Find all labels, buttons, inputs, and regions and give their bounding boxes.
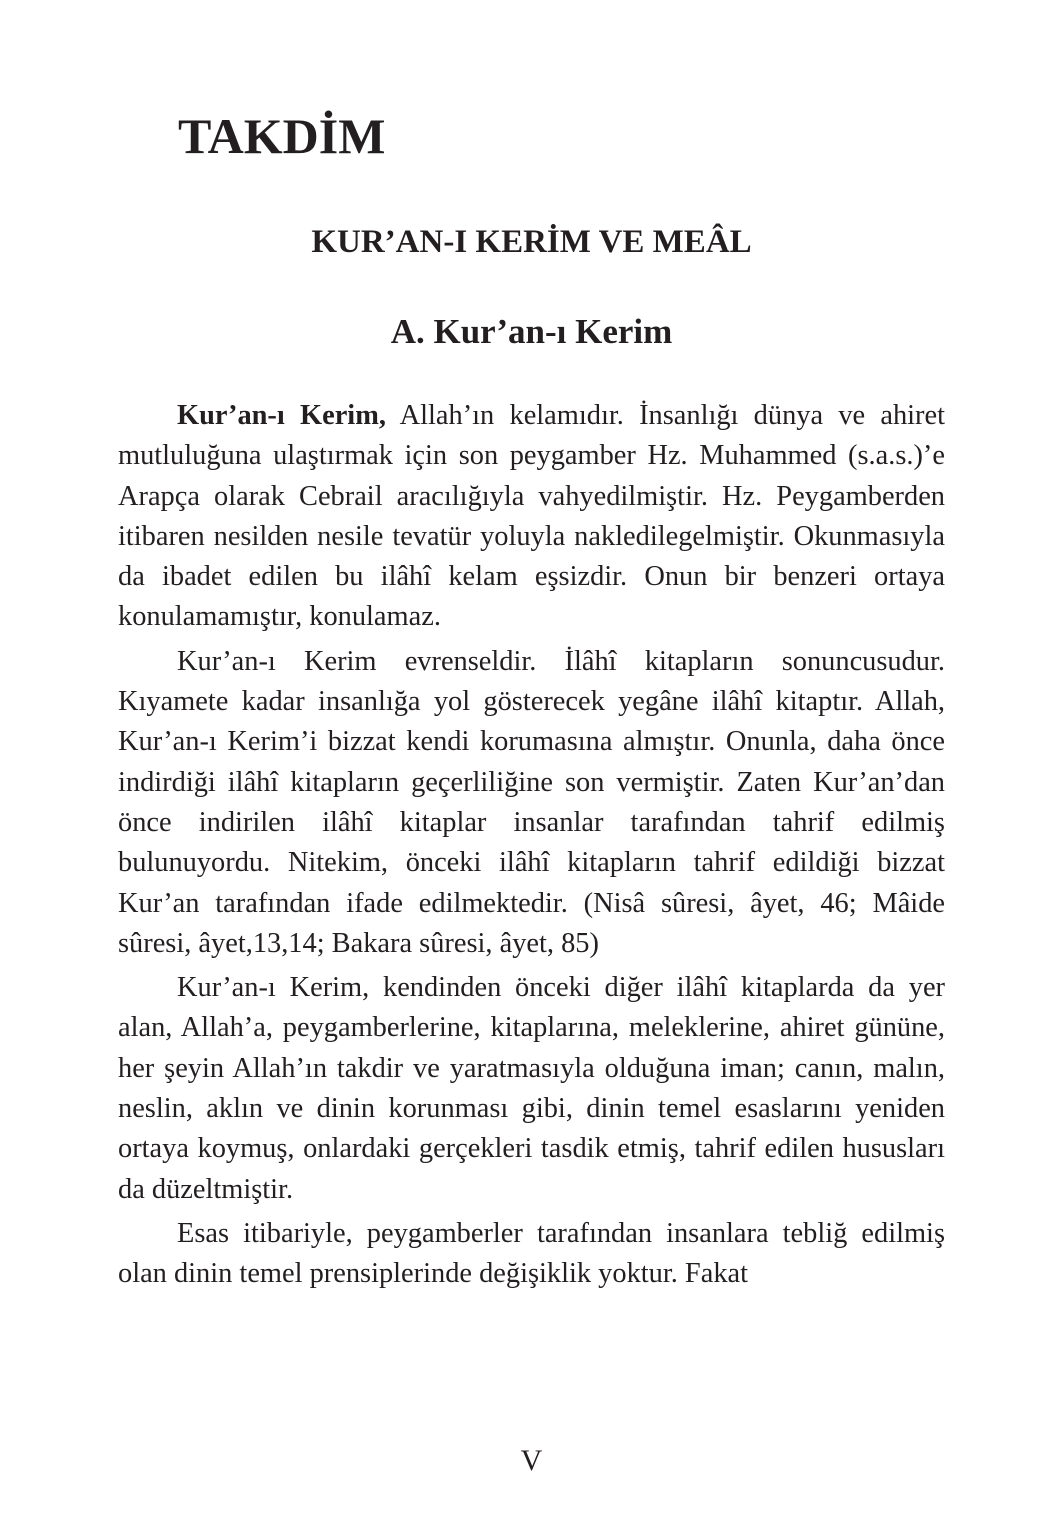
paragraph-text: Allah’ın kelamıdır. İnsanlığı dünya ve ahiret mutluluğuna ulaştırmak için son peygamber Hz. Muhammed (s.a.s.)’e Arapça olarak Cebrail aracılığıyla vahyedilmiştir. Hz. Peygamberden itibaren nesilden nesile tevatür yoluyla nakledilegelmiştir. Okunmasıyla da ibadet edilen bu ilâhî kelam eşsizdir. Onun bir benzeri ortaya konulamamıştır, konulamaz. — [118, 400, 945, 633]
paragraph-4 — [118, 1214, 945, 1295]
subsection-title: A. Kur’an-ı Kerim — [390, 312, 673, 351]
page-number: V — [520, 1444, 543, 1477]
paragraph-text: Esas itibariyle, peygamberler tarafından insanlara tebliğ edilmiş olan dinin temel prensiplerinde değişiklik yoktur. Fakat — [118, 1217, 945, 1290]
paragraph-lead-term: Kur’an-ı Kerim, — [177, 400, 386, 431]
paragraph-3 — [118, 968, 945, 1210]
paragraph-1 — [118, 396, 945, 638]
paragraph-2 — [118, 642, 945, 964]
paragraph-text: Kur’an-ı Kerim evrenseldir. İlâhî kitapların sonuncusudur. Kıyamete kadar insanlığa yol gösterecek yegâne ilâhî kitaptır. Allah, Kur’an-ı Kerim’i bizzat kendi korumasına almıştır. Onunla, daha önce indirdiği ilâhî kitapların geçerliliğine son vermiştir. Zaten Kur’an’dan önce indirilen ilâhî kitaplar insanlar tarafından tahrif edilmiş bulunuyordu. Nitekim, önceki ilâhî kitapların tahrif edildiği bizzat Kur’an tarafından ifade edilmektedir. (Nisâ sûresi, âyet, 46; Mâide sûresi, âyet,13,14; Bakara sûresi, âyet, 85) — [118, 645, 945, 959]
body-text — [118, 396, 945, 1299]
section-title: KUR’AN-I KERİM VE MEÂL — [311, 224, 752, 260]
paragraph-text: Kur’an-ı Kerim, kendinden önceki diğer ilâhî kitaplarda da yer alan, Allah’a, peygamberlerine, kitaplarına, meleklerine, ahiret gününe, her şeyin Allah’ın takdir ve yaratmasıyla olduğuna iman; canın, malın, neslin, aklın ve dinin korunması gibi, dinin temel esaslarını yeniden ortaya koymuş, onlardaki gerçekleri tasdik etmiş, tahrif edilen hususları da düzeltmiştir. — [118, 972, 945, 1205]
chapter-title: TAKDİM — [178, 108, 386, 164]
